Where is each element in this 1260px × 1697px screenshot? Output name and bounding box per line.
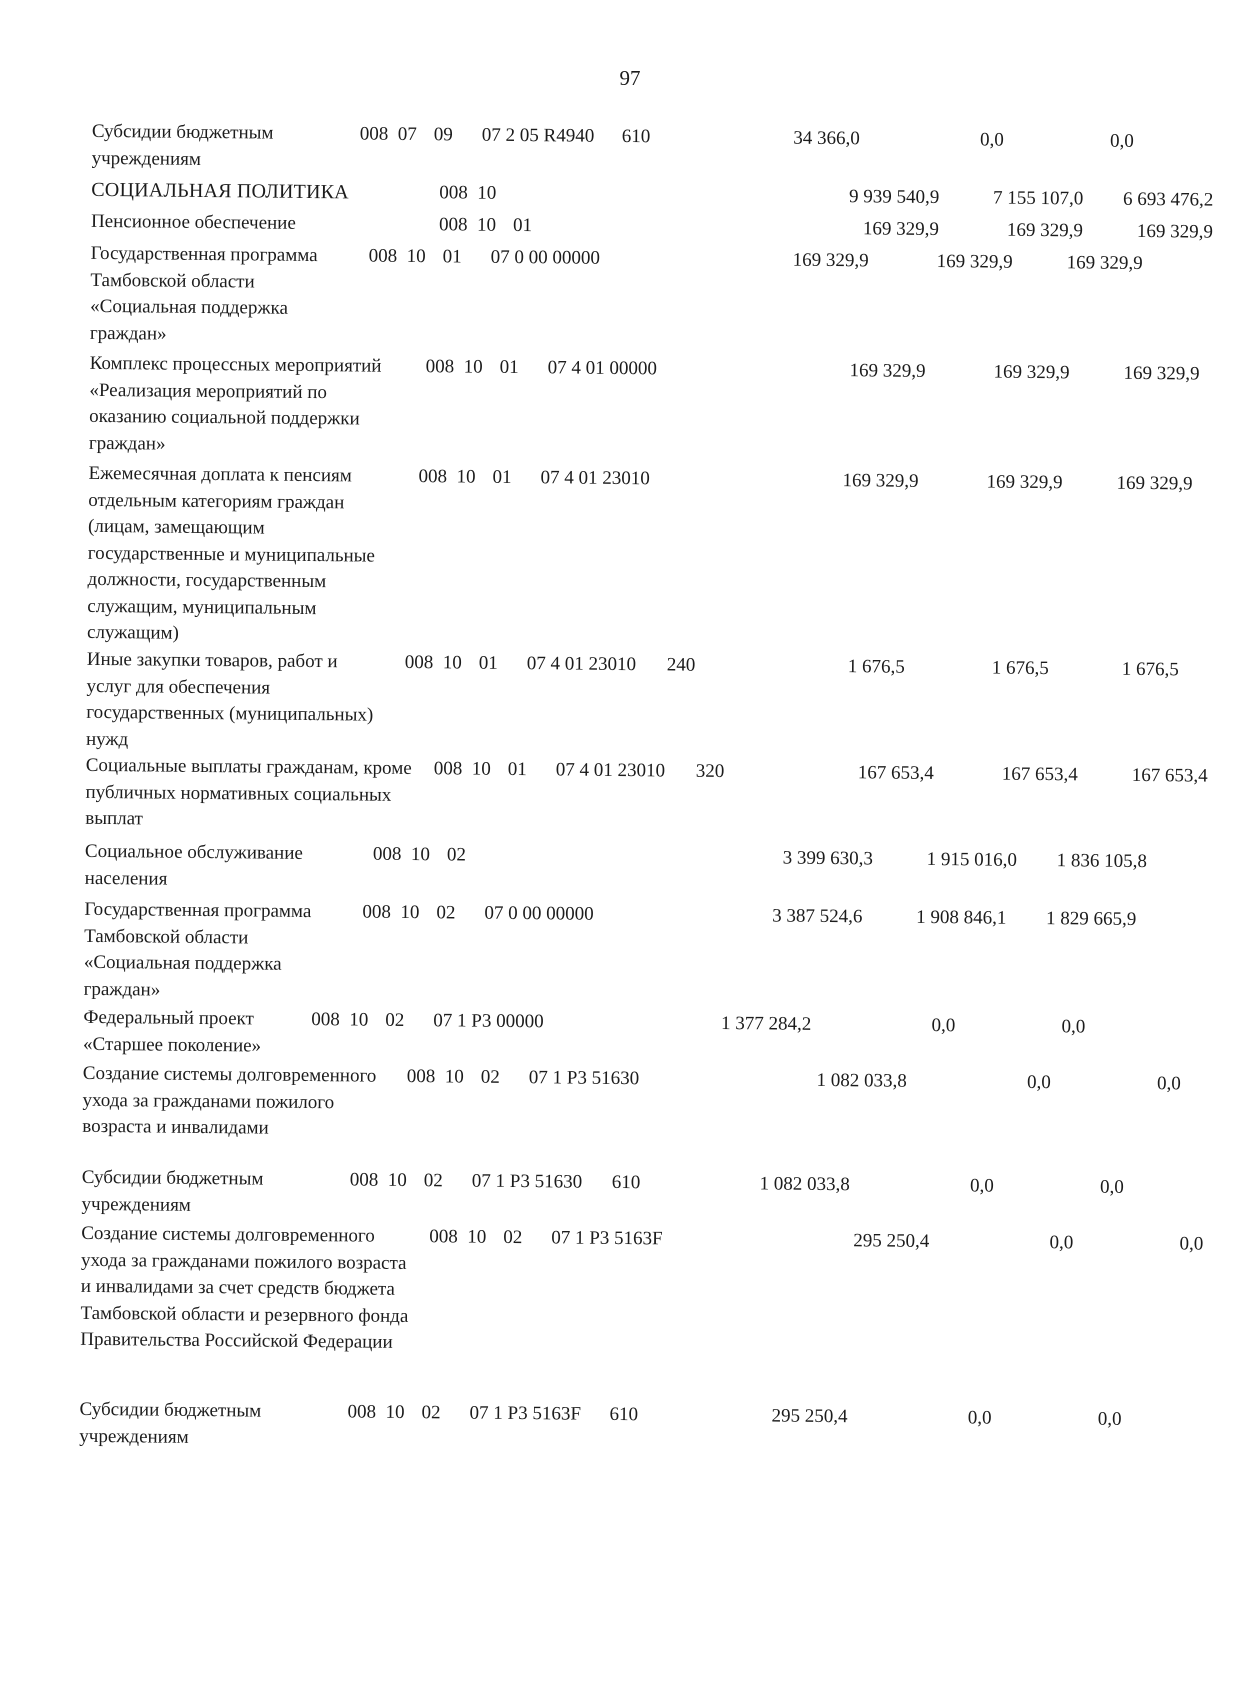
target-article-code <box>561 181 701 182</box>
value-2026: 0,0 <box>1156 1073 1181 1095</box>
value-2025: 169 329,9 <box>936 250 1013 273</box>
value-2024: 9 939 540,9 <box>848 186 940 209</box>
section-code: 10 <box>400 901 420 924</box>
value-2024: 169 329,9 <box>862 218 940 241</box>
target-article-code: 07 1 P3 5163F <box>469 1402 582 1425</box>
ministry-code: 008 <box>404 651 434 674</box>
subsection-code: 01 <box>492 466 512 488</box>
table-row <box>0 1396 1188 1464</box>
value-2026: 0,0 <box>1099 1176 1124 1198</box>
target-article-code: 07 1 P3 51630 <box>528 1067 640 1090</box>
value-2026: 167 653,4 <box>1131 764 1208 787</box>
section-code: 10 <box>477 182 497 204</box>
value-2025: 167 653,4 <box>1001 763 1078 786</box>
section-code: 10 <box>385 1401 405 1423</box>
subsection-code: 09 <box>433 124 453 146</box>
value-2024: 1 082 033,8 <box>816 1069 907 1092</box>
value-2026: 1 676,5 <box>1121 658 1179 681</box>
subsection-code: 02 <box>446 844 467 866</box>
page-number: 97 <box>619 66 641 90</box>
value-2026: 0,0 <box>1109 130 1134 152</box>
expense-type-code: 610 <box>621 125 651 148</box>
expense-type-code: 610 <box>609 1403 639 1426</box>
value-2024: 295 250,4 <box>771 1405 848 1428</box>
section-code: 10 <box>467 1226 487 1248</box>
ministry-code: 008 <box>368 245 398 267</box>
target-article-code <box>495 843 635 844</box>
row-name: Субсидии бюджетным учреждениям <box>91 120 274 170</box>
ministry-code: 008 <box>372 843 402 865</box>
budget-table <box>0 118 1214 1463</box>
target-article-code: 07 4 01 23010 <box>555 759 666 782</box>
table-row <box>0 1220 1204 1408</box>
value-2024: 1 676,5 <box>847 656 905 678</box>
value-2024: 169 329,9 <box>849 360 926 382</box>
value-2025: 1 915 016,0 <box>926 848 1018 871</box>
value-2026: 0,0 <box>1179 1233 1204 1255</box>
subsection-code: 02 <box>385 1009 405 1031</box>
table-row <box>0 350 1198 472</box>
section-code: 10 <box>410 843 431 866</box>
value-2024: 169 329,9 <box>842 470 919 492</box>
row-name: Субсидии бюджетным учреждениям <box>81 1166 264 1216</box>
row-name: Субсидии бюджетным учреждениям <box>79 1398 262 1448</box>
section-code: 10 <box>463 356 483 378</box>
ministry-code: 008 <box>438 214 468 236</box>
subsection-code: 01 <box>478 652 498 674</box>
subsection-code: 01 <box>512 214 533 237</box>
target-article-code: 07 4 01 23010 <box>526 653 637 676</box>
row-name: СОЦИАЛЬНАЯ ПОЛИТИКА <box>91 178 349 204</box>
value-2024: 3 399 630,3 <box>782 847 874 870</box>
row-name: Социальное обслуживание населения <box>84 840 303 890</box>
row-name: Социальные выплаты гражданам, кроме публичных нормативных социальных выплат <box>85 754 412 830</box>
section-code: 10 <box>406 245 426 268</box>
section-code: 10 <box>349 1009 369 1031</box>
value-2026: 169 329,9 <box>1123 362 1200 385</box>
section-code: 10 <box>387 1169 407 1191</box>
section-code: 10 <box>442 652 462 674</box>
ministry-code: 008 <box>425 356 455 378</box>
value-2025: 0,0 <box>967 1407 992 1429</box>
value-2024: 1 082 033,8 <box>759 1173 850 1196</box>
value-2025: 169 329,9 <box>986 471 1063 494</box>
value-2026: 0,0 <box>1097 1408 1122 1430</box>
table-row <box>0 646 1195 764</box>
table-row <box>0 460 1197 658</box>
value-2025: 0,0 <box>969 1175 994 1197</box>
value-2025: 0,0 <box>931 1014 956 1037</box>
value-2026: 169 329,9 <box>1136 220 1214 243</box>
section-code: 10 <box>476 214 497 236</box>
value-2025: 1 676,5 <box>991 657 1049 680</box>
value-2025: 1 908 846,1 <box>916 906 1007 929</box>
value-2025: 0,0 <box>979 129 1004 151</box>
value-2024: 34 366,0 <box>793 127 860 150</box>
value-2024: 1 377 284,2 <box>720 1012 812 1035</box>
row-name: Создание системы долговременного ухода за гражданами пожилого возраста и инвалидами за счет средств бюджета Тамбовской области и резервного фонда Правительства Российской Федерации <box>80 1222 409 1353</box>
subsection-code: 01 <box>442 246 462 268</box>
table-row <box>0 240 1199 362</box>
value-2025: 0,0 <box>1026 1071 1051 1094</box>
ministry-code: 008 <box>349 1169 379 1191</box>
target-article-code: 07 0 00 00000 <box>484 902 594 925</box>
value-2026: 1 836 105,8 <box>1056 850 1148 873</box>
value-2026: 1 829 665,9 <box>1046 908 1137 930</box>
expense-type-code: 610 <box>611 1171 641 1194</box>
row-name: Пенсионное обеспечение <box>90 210 296 234</box>
section-code: 10 <box>471 758 491 780</box>
ministry-code: 008 <box>439 182 468 204</box>
table-row <box>0 1060 1191 1176</box>
row-name: Государственная программа Тамбовской области «Социальная поддержка граждан» <box>83 898 312 1001</box>
subsection-code: 01 <box>499 356 519 378</box>
ministry-code: 008 <box>347 1401 377 1423</box>
target-article-code: 07 4 01 00000 <box>547 357 657 380</box>
target-article-code: 07 2 05 R4940 <box>481 124 595 147</box>
subsection-code: 02 <box>503 1226 523 1249</box>
row-name: Иные закупки товаров, работ и услуг для обеспечения государственных (муниципальных) нужд <box>85 648 374 750</box>
value-2026: 169 329,9 <box>1066 252 1143 274</box>
target-article-code <box>561 213 701 214</box>
value-2024: 167 653,4 <box>857 762 934 784</box>
ministry-code: 008 <box>418 466 448 488</box>
row-name: Ежемесячная доплата к пенсиям отдельным категориям граждан (лицам, замещающим государственные и муниципальные должности, государственным служащим, муниципальным служащим) <box>86 462 376 644</box>
value-2024: 295 250,4 <box>853 1230 930 1252</box>
row-name: Государственная программа Тамбовской области «Социальная поддержка граждан» <box>89 242 318 345</box>
target-article-code: 07 1 P3 5163F <box>551 1227 663 1250</box>
target-article-code: 07 4 01 23010 <box>540 467 650 490</box>
expense-type-code: 240 <box>666 654 696 676</box>
value-2026: 6 693 476,2 <box>1122 188 1214 211</box>
subsection-code: 02 <box>423 1170 443 1192</box>
value-2025: 7 155 107,0 <box>992 187 1084 210</box>
ministry-code: 008 <box>359 123 389 145</box>
row-name: Комплекс процессных мероприятий «Реализация мероприятий по оказанию социальной поддержки граждан» <box>88 352 382 455</box>
expense-type-code: 320 <box>695 760 725 782</box>
subsection-code: 02 <box>421 1402 441 1424</box>
ministry-code: 008 <box>429 1226 458 1248</box>
section-code: 07 <box>397 123 417 146</box>
ministry-code: 008 <box>362 901 391 923</box>
value-2024: 3 387 524,6 <box>772 905 863 928</box>
target-article-code: 07 1 P3 00000 <box>433 1010 544 1033</box>
target-article-code: 07 1 P3 51630 <box>471 1170 583 1193</box>
value-2025: 169 329,9 <box>1006 219 1084 242</box>
subsection-code: 01 <box>507 758 527 781</box>
value-2026: 169 329,9 <box>1116 472 1193 495</box>
row-name: Создание системы долговременного ухода за гражданами пожилого возраста и инвалидами <box>82 1062 377 1139</box>
ministry-code: 008 <box>406 1065 436 1088</box>
subsection-code: 02 <box>436 902 456 924</box>
section-code: 10 <box>456 466 476 488</box>
subsection-code: 02 <box>480 1066 500 1088</box>
ministry-code: 008 <box>311 1009 340 1031</box>
value-2025: 0,0 <box>1049 1232 1074 1254</box>
table-row <box>0 896 1192 1016</box>
section-code: 10 <box>444 1066 464 1088</box>
value-2025: 169 329,9 <box>993 361 1070 384</box>
value-2024: 169 329,9 <box>792 249 869 272</box>
target-article-code: 07 0 00 00000 <box>490 246 601 269</box>
value-2026: 0,0 <box>1061 1016 1086 1038</box>
table-row <box>0 752 1208 850</box>
row-name: Федеральный проект «Старшее поколение» <box>83 1006 262 1057</box>
ministry-code: 008 <box>433 758 463 780</box>
